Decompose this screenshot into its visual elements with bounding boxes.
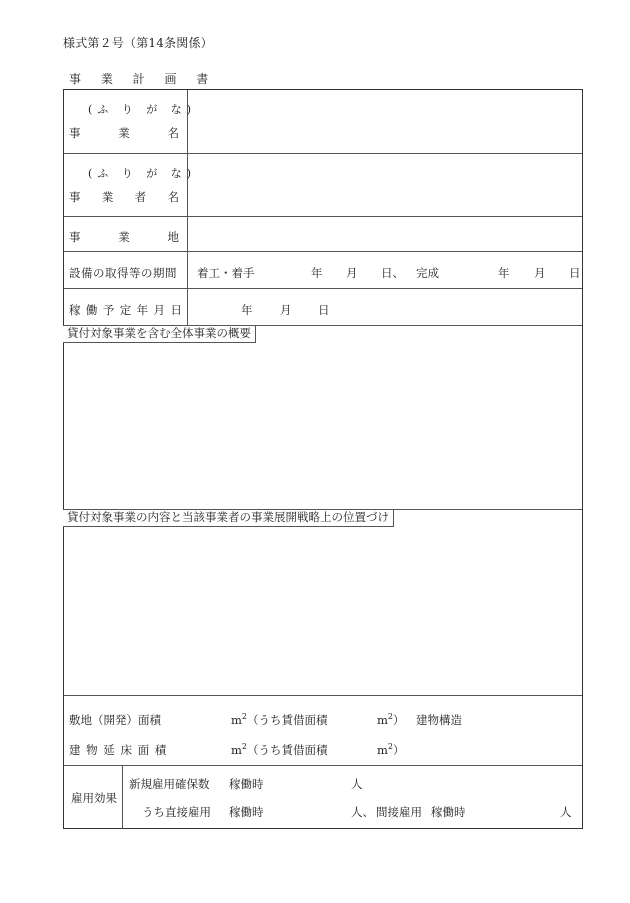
label-char: 年 [136, 303, 149, 317]
label-char: 定 [119, 303, 132, 317]
business-name-label [69, 125, 179, 141]
unit-m: m [377, 713, 388, 727]
document-title: 事 業 計 画 書 [69, 72, 217, 86]
site-area-label: 敷地（開発）面積 [69, 713, 161, 727]
floor-area-label: 建 物 延 床 面 積 [69, 743, 168, 757]
operation-year-unit: 年 [241, 303, 253, 317]
direct-operating-label: 稼働時 [229, 805, 264, 819]
start-month-unit: 月 [346, 266, 358, 280]
label-char: 名 [167, 190, 179, 204]
acquisition-period-label: 設備の取得等の期間 [69, 266, 177, 280]
overview-field[interactable] [66, 344, 580, 508]
label-char: 業 [101, 190, 114, 204]
complete-day-unit: 日 [569, 266, 581, 280]
floor-area-unit [231, 742, 247, 757]
label-char: 予 [102, 303, 115, 317]
start-day-unit: 日、 [381, 266, 404, 280]
floor-leased-unit [377, 742, 405, 758]
new-hires-operating-label: 稼働時 [229, 777, 264, 791]
operation-day-unit: 日 [318, 303, 330, 317]
unit-m: m [231, 742, 242, 757]
unit-sup: 2 [241, 742, 247, 751]
row-divider [64, 251, 582, 252]
structure-label: 建物構造 [416, 713, 462, 727]
floor-leased-label: （うち賃借面積 [247, 743, 328, 757]
site-area-unit [231, 712, 247, 727]
furigana-label: (ふ り が な) [88, 167, 197, 180]
unit-m: m [377, 743, 388, 757]
employment-label: 雇用効果 [71, 791, 117, 805]
overview-heading: 貸付対象事業を含む全体事業の概要 [63, 325, 256, 343]
indirect-person-unit: 人 [560, 805, 572, 819]
label-char: 事 [69, 190, 81, 204]
employment-divider [122, 765, 123, 829]
section-divider [64, 695, 582, 696]
indirect-operating-label: 稼働時 [431, 805, 466, 819]
unit-sup: 2 [241, 712, 247, 721]
label-char: 働 [85, 303, 98, 317]
business-plan-form [63, 89, 583, 829]
site-leased-label: （うち賃借面積 [247, 713, 328, 727]
label-char: 地 [167, 230, 179, 244]
operation-month-unit: 月 [280, 303, 292, 317]
positioning-heading: 貸付対象事業の内容と当該事業者の事業展開戦略上の位置づけ [63, 509, 394, 527]
row-divider [64, 288, 582, 289]
label-char: 事 [69, 230, 81, 244]
label-char: 名 [167, 126, 179, 140]
direct-person-unit: 人、 [351, 805, 374, 819]
furigana-label: (ふ り が な) [88, 103, 197, 116]
new-hires-label: 新規雇用確保数 [129, 777, 210, 791]
label-char: 業 [118, 126, 130, 140]
operator-name-label [69, 189, 179, 205]
label-char: 事 [69, 126, 81, 140]
close-paren: ） [393, 713, 405, 727]
label-char: 業 [118, 230, 130, 244]
label-char: 月 [153, 303, 166, 317]
start-year-unit: 年 [311, 266, 323, 280]
form-number: 様式第２号（第14条関係） [63, 36, 213, 50]
positioning-field[interactable] [66, 528, 580, 694]
label-char: 者 [134, 190, 147, 204]
unit-sup: 2 [387, 742, 393, 752]
new-hires-person-unit: 人 [351, 777, 363, 791]
close-paren: ） [393, 743, 405, 757]
business-name-field[interactable] [189, 90, 582, 153]
label-char: 日 [170, 303, 182, 317]
row-divider [64, 765, 582, 766]
business-location-field[interactable] [189, 217, 582, 251]
label-char: 稼 [69, 303, 81, 317]
site-leased-unit [377, 712, 405, 728]
start-label: 着工・着手 [197, 266, 255, 280]
complete-year-unit: 年 [498, 266, 510, 280]
label-column-divider [187, 90, 188, 326]
business-location-label [69, 229, 179, 245]
indirect-hires-label: 間接雇用 [376, 805, 422, 819]
complete-month-unit: 月 [534, 266, 546, 280]
direct-hires-label: うち直接雇用 [142, 805, 211, 819]
operator-name-field[interactable] [189, 154, 582, 216]
complete-label: 完成 [416, 266, 439, 280]
unit-m: m [231, 712, 242, 727]
operation-date-label [69, 302, 182, 318]
unit-sup: 2 [387, 712, 393, 722]
